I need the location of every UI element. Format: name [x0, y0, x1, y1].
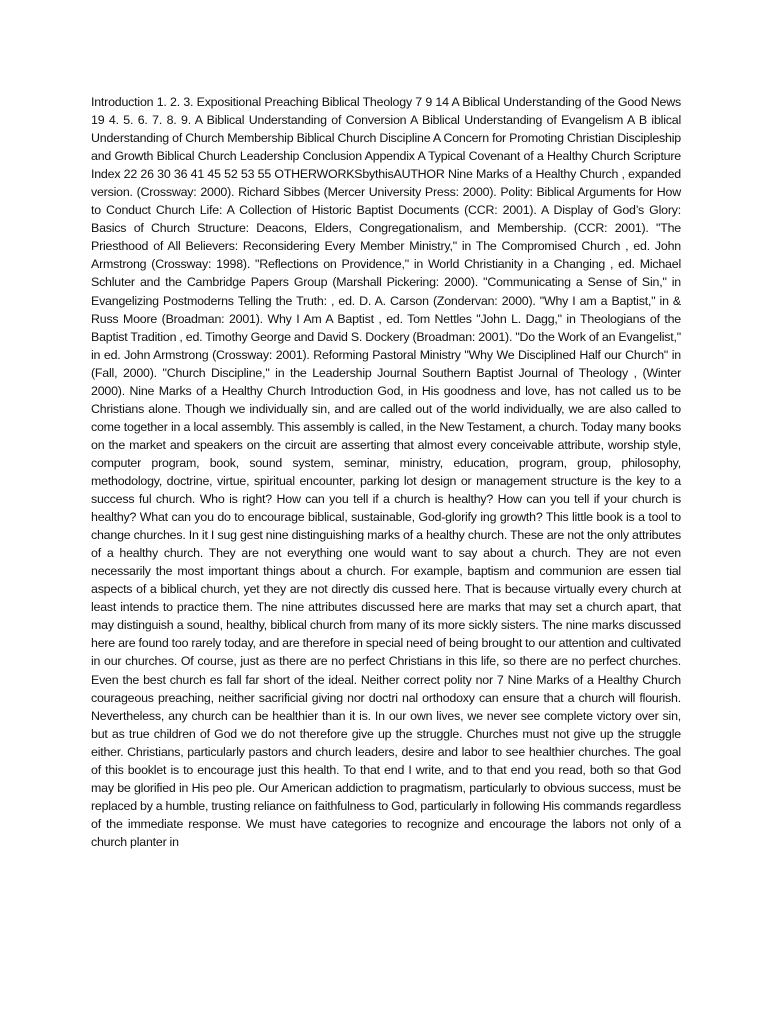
document-body-text: Introduction 1. 2. 3. Expositional Preaching Biblical Theology 7 9 14 A Biblical Understanding of the Good News 19 4. 5. 6. 7. 8. 9. A Biblical Understanding of Conversion A Biblical Understanding of Evangelism A B iblical Understanding of Church Membership Biblical Church Discipline A Concern for Promoting Christian Discipleship and Growth Biblical Church Leadership Conclusion Appendix A Typical Covenant of a Healthy Church Scripture Index 22 26 30 36 41 45 52 53 55 OTHERWORKSbythisAUTHOR Nine Marks of a Healthy Church , expanded version. (Crossway: 2000). Richard Sibbes (Mercer University Press: 2000). Polity: Biblical Arguments for How to Conduct Church Life: A Collection of Historic Baptist Documents (CCR: 2001). A Display of God’s Glory: Basics of Church Structure: Deacons, Elders, Congregationalism, and Membership. (CCR: 2001). "The Priesthood of All Believers: Reconsidering Every Member Ministry," in The Compromised Church , ed. John Armstrong (Crossway: 1998). "Reflections on Providence," in World Christianity in a Changing , ed. Michael Schluter and the Cambridge Papers Group (Marshall Pickering: 2000). "Communicating a Sense of Sin," in Evangelizing Postmoderns Telling the Truth: , ed. D. A. Carson (Zondervan: 2000). "Why I am a Baptist," in & Russ Moore (Broadman: 2001). Why I Am A Baptist , ed. Tom Nettles "John L. Dagg," in Theologians of the Baptist Tradition , ed. Timothy George and David S. Dockery (Broadman: 2001). "Do the Work of an Evangelist," in ed. John Armstrong (Crossway: 2001). Reforming Pastoral Ministry "Why We Disciplined Half our Church" in (Fall, 2000). "Church Discipline," in the Leadership Journal Southern Baptist Journal of Theology , (Winter 2000). Nine Marks of a Healthy Church Introduction God, in His goodness and love, has not called us to be Christians alone. Though we individually sin, and are called out of the world individually, we are also called to come together in a local assembly. This assembly is called, in the New Testament, a church. Today many books on the market and speakers on the circuit are asserting that almost every conceivable attribute, worship style, computer program, book, sound system, seminar, ministry, education, program, group, philosophy, methodology, doctrine, virtue, spiritual encounter, parking lot design or management structure is the key to a success ful church. Who is right? How can you tell if a church is healthy? How can you tell if your church is healthy? What can you do to encourage biblical, sustainable, God-glorify ing growth? This little book is a tool to change churches. In it I sug gest nine distinguishing marks of a healthy church. These are not the only attributes of a healthy church. They are not everything one would want to say about a church. They are not even necessarily the most important things about a church. For example, baptism and communion are essen tial aspects of a biblical church, yet they are not directly dis cussed here. That is because virtually every church at least intends to practice them. The nine attributes discussed here are marks that may set a church apart, that may distinguish a sound, healthy, biblical church from many of its more sickly sisters. The nine marks discussed here are found too rarely today, and are therefore in special need of being brought to our attention and cultivated in our churches. Of course, just as there are no perfect Christians in this life, so there are no perfect churches. Even the best church es fall far short of the ideal. Neither correct polity nor 7 Nine Marks of a Healthy Church courageous preaching, neither sacrificial giving nor doctri nal orthodoxy can ensure that a church will flourish. Nevertheless, any church can be healthier than it is. In our own lives, we never see complete victory over sin, but as true children of God we do not therefore give up the struggle. Churches must not give up the struggle either. Christians, particularly pastors and church leaders, desire and labor to see healthier churches. The goal of this booklet is to encourage just this health. To that end I write, and to that end you read, both so that God may be glorified in His peo ple. Our American addiction to pragmatism, particularly to obvious success, must be replaced by a humble, trusting reliance on faithfulness to God, particularly in following His commands regardless of the immediate response. We must have categories to recognize and encourage the labors not only of a church planter in [91, 95, 681, 849]
